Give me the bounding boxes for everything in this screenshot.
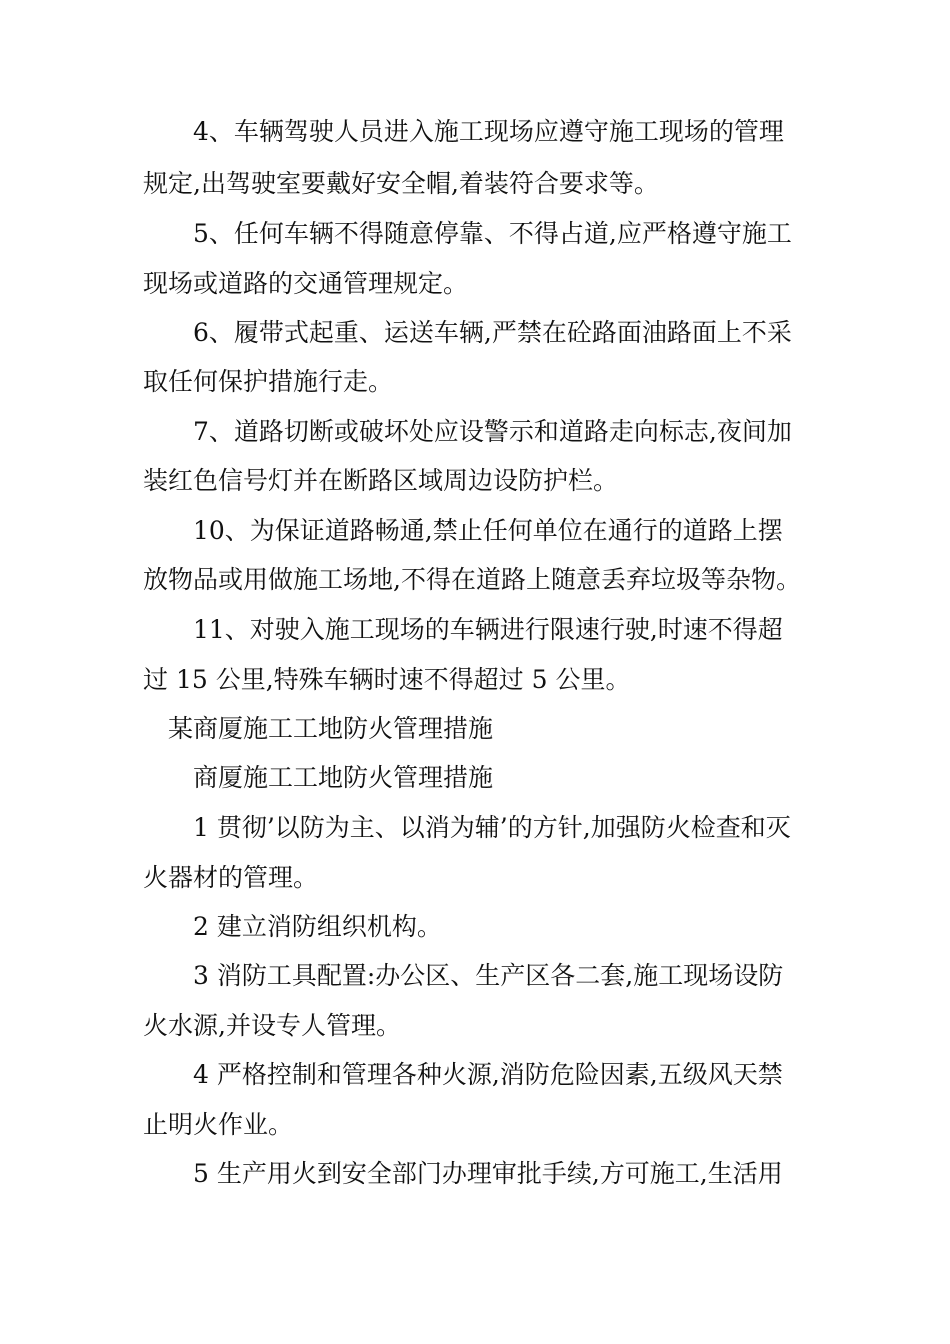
text-line: 规定,出驾驶室要戴好安全帽,着装符合要求等。: [143, 169, 659, 198]
text-line: 现场或道路的交通管理规定。: [143, 269, 469, 298]
text-line: 火水源,并设专人管理。: [143, 1011, 401, 1040]
text-line: 11、对驶入施工现场的车辆进行限速行驶,时速不得超: [193, 615, 783, 644]
text-line: 放物品或用做施工场地,不得在道路上随意丢弃垃圾等杂物。: [143, 565, 801, 594]
text-line: 2 建立消防组织机构。: [193, 912, 442, 941]
text-line: 止明火作业。: [143, 1110, 294, 1139]
text-line: 装红色信号灯并在断路区域周边设防护栏。: [143, 466, 619, 495]
text-line: 1 贯彻’以防为主、以消为辅’的方针,加强防火检查和灭: [193, 813, 791, 842]
section-title: 某商厦施工工地防火管理措施: [168, 714, 494, 743]
text-line: 6、履带式起重、运送车辆,严禁在砼路面油路面上不采: [193, 318, 792, 347]
text-line: 3 消防工具配置:办公区、生产区各二套,施工现场设防: [193, 961, 784, 990]
text-line: 过 15 公里,特殊车辆时速不得超过 5 公里。: [143, 665, 631, 694]
text-line: 4 严格控制和管理各种火源,消防危险因素,五级风天禁: [193, 1060, 783, 1089]
text-line: 10、为保证道路畅通,禁止任何单位在通行的道路上摆: [193, 516, 783, 545]
text-line: 7、道路切断或破坏处应设警示和道路走向标志,夜间加: [193, 417, 792, 446]
text-line: 5 生产用火到安全部门办理审批手续,方可施工,生活用: [193, 1159, 783, 1188]
text-line: 4、车辆驾驶人员进入施工现场应遵守施工现场的管理: [193, 117, 784, 146]
text-line: 5、任何车辆不得随意停靠、不得占道,应严格遵守施工: [193, 219, 792, 248]
section-subtitle: 商厦施工工地防火管理措施: [193, 763, 494, 792]
text-line: 取任何保护措施行走。: [143, 367, 394, 396]
text-line: 火器材的管理。: [143, 863, 319, 892]
